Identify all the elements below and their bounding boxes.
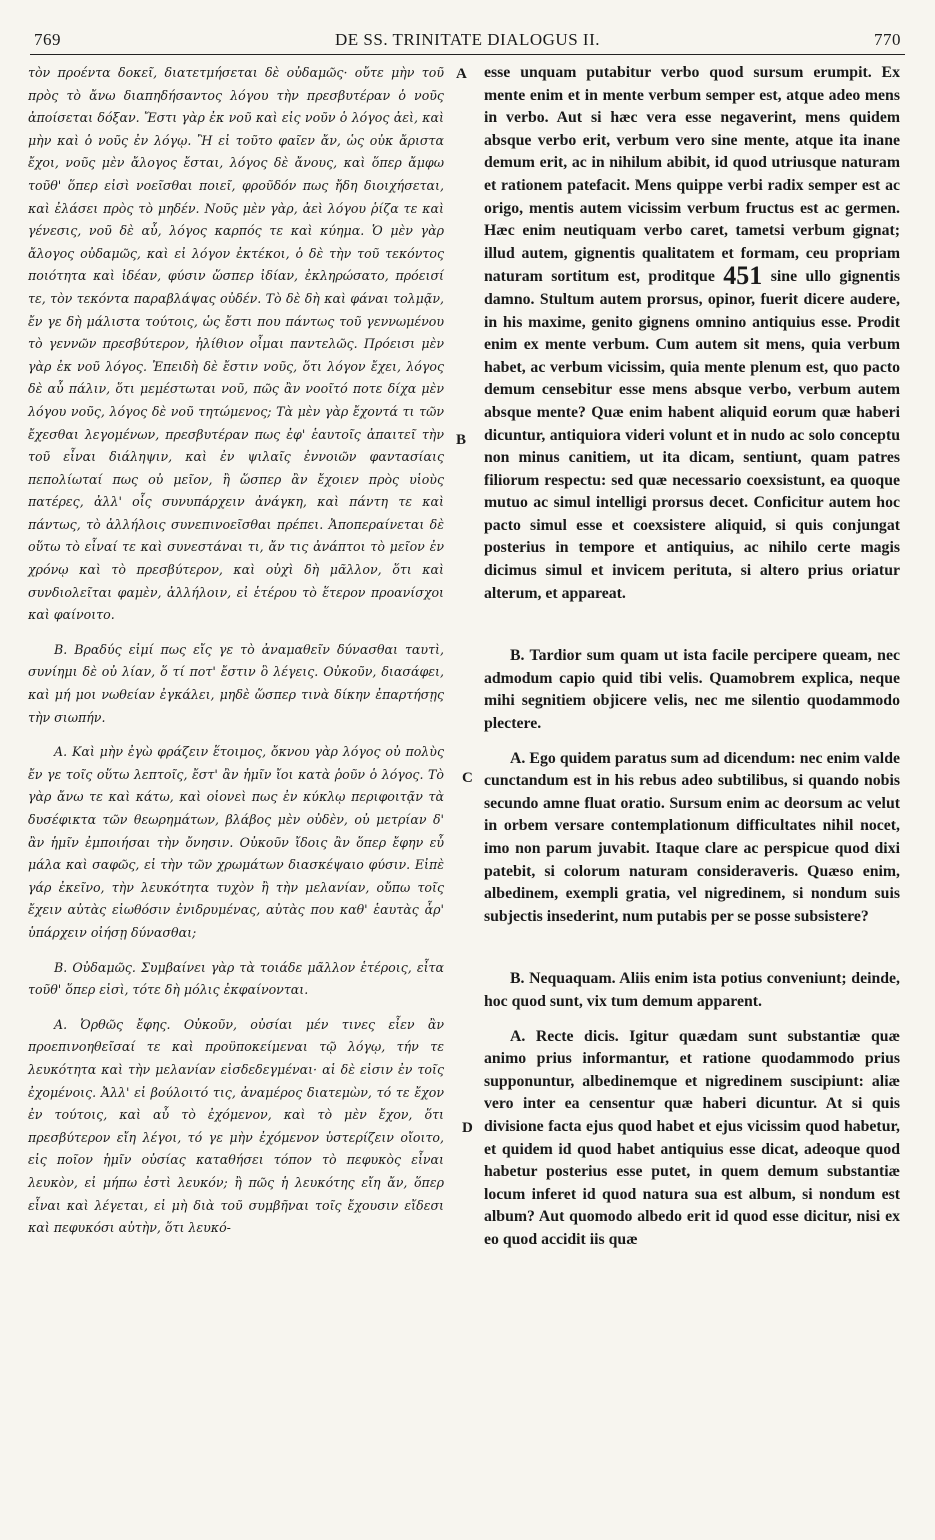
page-number-left: 769 — [34, 30, 61, 49]
latin-paragraph-1 — [484, 62, 900, 605]
latin-paragraph-1-continued: sine ullo gignentis damno. Stultum autem prorsus, opinor, fuerit dicere audere, in his maxime, genito gignens omnino antiquius esse. Prodit enim ex mente verbum. Cum autem sit mens, quia verbum habet, ac verbum vicissim, quia mente plenum est, quo pacto demum censebitur esse mens absque verbo, verbum autem absque mente? Quæ enim habent aliquid eorum quæ haberi dicuntur, antiquiora videri volunt et in nudo ac solo conceptu non minus canitiem, ut ita dicam, sentiunt, quam patres filiorum respectu: sed quæ necessario coexsistunt, ea quoque mutuo ac simul intelligi prorsus decet. Conficitur autem hoc pacto simul esse et coexsistere aliquid, si quis conjungat posterius in tempore et antiquius, ac nihilo certe magis dicimus simul et invicem perituta, si altero prius oriatur alterum, et appareat. — [484, 268, 900, 602]
section-marker-c: C — [462, 770, 473, 786]
greek-paragraph-1: τὸν προέντα δοκεῖ, διατετμήσεται δὲ οὐδαμῶς· οὔτε μὴν τοῦ πρὸς τὸ ἄνω διαπηδήσαντος λόγου τὴν πρεσβυτέραν ὁ νοῦς ἀποίσεται δόξαν. Ἔστι γὰρ ἐκ νοῦ καὶ εἰς νοῦν ὁ λόγος ἀεὶ, καὶ μὴν καὶ ὁ νοῦς ἐν λόγῳ. Ἢ εἰ τοῦτο φαῖεν ἄν, ὡς οὐκ ἄριστα ἔχοι, νοῦς μὲν ἄλογος ἔσται, λόγος δὲ ἄνους, καὶ ὅπερ ἄμφω τοῦθ' ὅπερ εἰσὶ νοεῖσθαι ποιεῖ, φροῦδόν πως ἤδη διοιχήσεται, καὶ ἐλάσει πρὸς τὸ μηδέν. Νοῦς μὲν γὰρ, ἀεὶ λόγου ῥίζα τε καὶ γένεσις, νοῦ δὲ αὖ, λόγος καρπός τε καὶ κύημα. Ὁ μὲν γὰρ ἄλογος οὐδαμῶς, καὶ εἰ λόγον ἐκτέκοι, ὁ δὲ τὴν τοῦ τεκόντος ποιότητα καὶ ἰδέαν, φύσιν ὥσπερ ἰδίαν, ἐκληρώσατο, πρόεισί τε, τὸν τεκόντα παραβλάψας οὐδέν. Τὸ δὲ δὴ καὶ φάναι τολμᾷν, ἔν γε δὴ μάλιστα τούτοις, ὡς ἔστι που πάντως τοῦ γεννωμένου τὸ γεννῶν πρεσβύτερον, ἠλίθιον οἶμαι παντελῶς. Πρόεισι μὲν γὰρ ἐκ νοῦ λόγος. Ἐπειδὴ δὲ ἔστιν νοῦς, ὅτι λόγον ἔχει, λόγος δὲ αὖ πάλιν, ὅτι μεμέστωται νοῦ, πῶς ἂν νοοῖτό ποτε δίχα μὲν λόγου νοῦς, λόγος δὲ νοῦ τητώμενος; Τὰ μὲν γὰρ ἔχοντά τι τῶν ἔχεσθαι λεγομένων, πρεσβυτέραν πως ἐφ' ἑαυτοῖς ἀπαιτεῖ τὴν τοῦ εἶναι διάληψιν, καὶ ἐν ψιλαῖς ἐννοιῶν φαντασίαις πεπολίωταί πως οὐ μεῖον, ἢ ὥσπερ ἂν ἔχοιεν πρὸς υἱοὺς πατέρες, ἀλλ' οἷς συνυπάρχειν ἀνάγκη, καὶ πάντη τε καὶ πάντως, τὸ ἀλλήλοις συνεπινοεῖσθαι πρέπει. Ἀποπεραίνεται δὲ οὕτω τὸ εἶναί τε καὶ συνεστάναι τι, ἄν τις ἀνάπτοι τὸ μεῖον ἐν χρόνῳ καὶ τὸ πρεσβύτερον, καὶ οὐχὶ δὴ μᾶλλον, ὅτι καὶ συνδιολεῖται φαμὲν, ἀλλήλοιν, εἰ ἑτέρου τὸ ἕτερον προανίσχοι καὶ φαίνοιτο. — [28, 65, 444, 623]
latin-paragraph-2: B. Tardior sum quam ut ista facile percipere queam, nec admodum capio quid tibi velis. Quamobrem explica, neque mihi segnitiem objicere velis, nec me silentio quodammodo plectere. — [484, 647, 900, 733]
latin-column — [484, 62, 900, 1252]
greek-paragraph-3: Α. Καὶ μὴν ἐγὼ φράζειν ἕτοιμος, ὄκνου γὰρ λόγος οὐ πολὺς ἔν γε τοῖς οὕτω λεπτοῖς, ἔστ' ἂν ἡμῖν ἴοι κατὰ ῥοῦν ὁ λόγος. Τὸ γὰρ ἄνω τε καὶ κάτω, καὶ οἱονεὶ πως ἐν κύκλῳ περιφοιτᾷν τὰ δυσέφικτα τῶν θεωρημάτων, βλάβος μὲν οὐδὲν, οὐ μετρίαν δ' ἂν ἡμῖν ἐμποιήσαι τὴν ὄνησιν. Οὐκοῦν ἴδοις ἂν ὅπερ ἔφην εὖ μάλα καὶ σαφῶς, εἰ τὴν τῶν χρωμάτων διασκέψαιο φύσιν. Εἰπὲ γάρ ἐκεῖνο, τὴν λευκότητα τυχὸν ἢ τὴν μελανίαν, οὔπω τοῖς ἔχειν αὐτὰς εἰωθόσιν ἐνιδρυμένας, αὐτὰς που καθ' ἑαυτὰς ἆρ' ὑπάρχειν οἰήσῃ δύνασθαι; — [28, 744, 444, 940]
latin-paragraph-3: A. Ego quidem paratus sum ad dicendum: nec enim valde cunctandum est in his rebus adeo subtilibus, si quando nobis secundo amne fluat oratio. Sursum enim ac deorsum ac velut in orbem versare contemplationum difficultates nihil nocet, imo non parum juvabit. Itaque clare ac perspicue quod dixi patebit, si colorum naturam consideraveris. Quæso enim, albedinem, exempli gratia, vel nigredinem, si nondum suis subjectis insederint, num putabis per se posse subsistere? — [484, 749, 900, 925]
latin-paragraph-4: B. Nequaquam. Aliis enim ista potius conveniunt; deinde, hoc quod sunt, vix tum demum apparent. — [484, 970, 900, 1010]
greek-paragraph-4: Β. Οὐδαμῶς. Συμβαίνει γὰρ τὰ τοιάδε μᾶλλον ἑτέροις, εἶτα τοῦθ' ὅπερ εἰσὶ, τότε δὴ μόλις ἐκφαίνονται. — [28, 959, 444, 998]
greek-column — [28, 62, 444, 1240]
greek-paragraph-5: Α. Ὀρθῶς ἔφης. Οὐκοῦν, οὐσίαι μέν τινες εἶεν ἂν προεπινοηθεῖσαί τε καὶ προϋποκείμεναι τῷ λόγῳ, τήν τε λευκότητα καὶ τὴν μελανίαν εἰσδεδεγμέναι· αἱ δὲ εἰσιν ἐν τοῖς ἐχομένοις. Ἀλλ' εἰ βούλοιτό τις, ἀναμέρος διατεμὼν, τό τε ἔχον ἐν τούτοις, καὶ αὖ τὸ ἐχόμενον, καὶ τὸ μὲν ἔχον, ὅτι πρεσβύτερον εἴη λέγοι, τό γε μὴν ἐχόμενον ὑστερίζειν οἴοιτο, εἰς ποῖον ἡμῖν οὐσίας καταθήσει τόπον τὸ πεφυκὸς εἶναι λευκὸν, εἰ μήπω ἐστὶ λευκόν; ἢ πῶς ἡ λευκότης εἴη ἄν, ὅπερ εἶναι καὶ λέγεται, εἰ μὴ διὰ τοῦ συμβῆναι τοῖς ἔχουσιν εἴδεσι καὶ πεφυκόσι αὐτὴν, ὅτι λευκό- — [28, 1016, 444, 1236]
page-number-right: 770 — [874, 30, 901, 49]
section-marker-a: A — [456, 66, 467, 82]
section-marker-b: B — [456, 432, 467, 448]
section-marker-d: D — [462, 1120, 473, 1136]
column-number: 451 — [723, 261, 763, 291]
greek-paragraph-2: Β. Βραδύς εἰμί πως εἴς γε τὸ ἀναμαθεῖν δύνασθαι ταυτὶ, συνίημι δὲ οὐ λίαν, ὅ τί ποτ' ἔστιν ὃ λέγεις. Οὐκοῦν, διασάφει, καὶ μή μοι νωθείαν ἐγκάλει, μηδὲ ὥσπερ τινὰ δίκην ἐπαρτήσῃς τὴν σιωπήν. — [28, 641, 444, 725]
running-header — [30, 22, 905, 55]
latin-paragraph-5: A. Recte dicis. Igitur quædam sunt substantiæ quæ animo prius informantur, et ratione quodammodo prius supponuntur, albedinemque et nigredinem suscipiunt: aliæ vero inter ea censentur quæ haberi dicuntur. At si quis divisione facta ejus quod habet et ejus vicissim quod habetur, et quidem id quod habet antiquius esse dicat, adeoque quod habetur posterius esse putet, in quem demum substantiæ locum inferet id quod natura sua est album, si nondum est album? Aut quomodo albedo erit id quod esse dicitur, nisi ex eo quod accidit iis quæ — [484, 1027, 900, 1248]
running-title: DE SS. TRINITATE DIALOGUS II. — [335, 30, 600, 49]
latin-paragraph-1-text: esse unquam putabitur verbo quod sursum erumpit. Ex mente enim et in mente verbum semper est, atque adeo mens in verbo. Aut si hæc vera esse negaverint, mens quidem absque verbo erit, verbum vero sine mente, atque ita inane demum erit, ac in nihilum abibit, id quod utriusque naturam et rationem patefacit. Mens quippe verbi radix semper est ac origo, mentis autem vicissim verbum fructus est ac germen. Hæc enim neutiquam verbo caret, tametsi verbum gignat; illud autem, gignentis qualitatem et formam, ceu propriam naturam sortitum est, proditque — [484, 64, 900, 286]
